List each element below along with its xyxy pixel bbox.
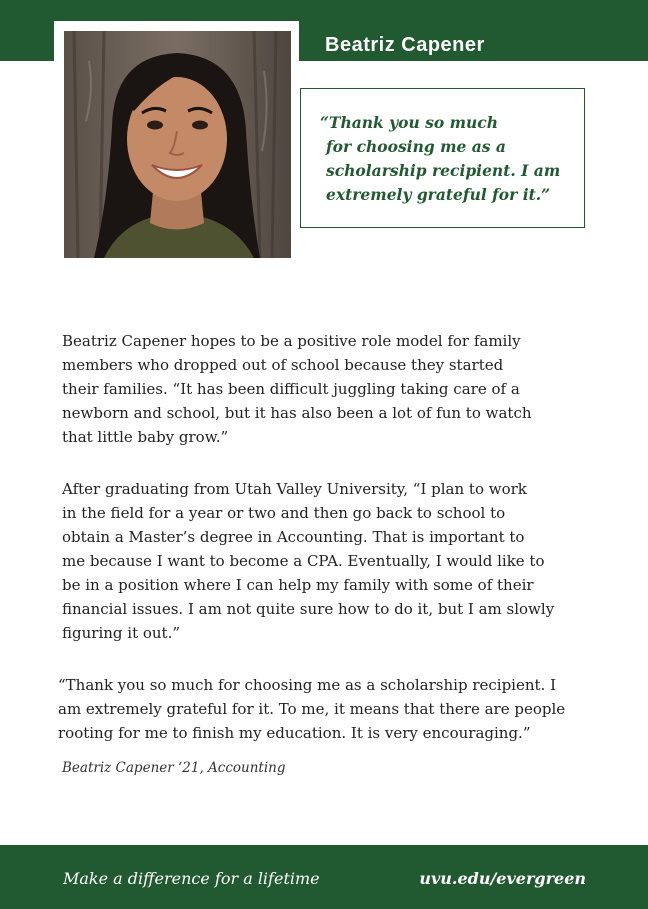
paragraph-line: financial issues. I am not quite sure how to do it, but I am slowly (62, 600, 555, 618)
student-name: Beatriz Capener (325, 34, 485, 56)
paragraph-1 (62, 329, 592, 449)
paragraph-3 (58, 673, 588, 745)
footer-tagline: Make a difference for a lifetime (63, 869, 320, 888)
paragraph-line: am extremely grateful for it. To me, it means that there are people (58, 700, 566, 718)
paragraph-line: “Thank you so much for choosing me as a scholarship recipient. I (58, 676, 556, 694)
pull-quote (320, 111, 570, 207)
paragraph-2 (62, 477, 592, 645)
paragraph-line: be in a position where I can help my family with some of their (62, 576, 534, 594)
signature: Beatriz Capener ‘21, Accounting (62, 760, 286, 776)
paragraph-line: newborn and school, but it has also been a lot of fun to watch (62, 404, 532, 422)
footer-band (0, 845, 648, 909)
pull-quote-line: extremely grateful for it.” (326, 185, 551, 204)
footer-url-link[interactable]: uvu.edu/evergreen (419, 869, 586, 888)
paragraph-line: Beatriz Capener hopes to be a positive role model for family (62, 332, 521, 350)
paragraph-line: members who dropped out of school because they started (62, 356, 504, 374)
portrait-photo (64, 31, 291, 258)
pull-quote-line: scholarship recipient. I am (326, 161, 561, 180)
paragraph-line: that little baby grow.” (62, 428, 229, 446)
paragraph-line: rooting for me to finish my education. It is very encouraging.” (58, 724, 531, 742)
paragraph-line: After graduating from Utah Valley University, “I plan to work (62, 480, 527, 498)
paragraph-line: their families. “It has been difficult juggling taking care of a (62, 380, 520, 398)
paragraph-line: figuring it out.” (62, 624, 181, 642)
pull-quote-line: for choosing me as a (326, 137, 506, 156)
pull-quote-box (300, 88, 585, 228)
portrait-frame (54, 21, 299, 267)
pull-quote-line: “Thank you so much (320, 113, 499, 132)
paragraph-line: in the field for a year or two and then go back to school to (62, 504, 506, 522)
paragraph-line: obtain a Master’s degree in Accounting. That is important to (62, 528, 525, 546)
paragraph-line: me because I want to become a CPA. Eventually, I would like to (62, 552, 545, 570)
